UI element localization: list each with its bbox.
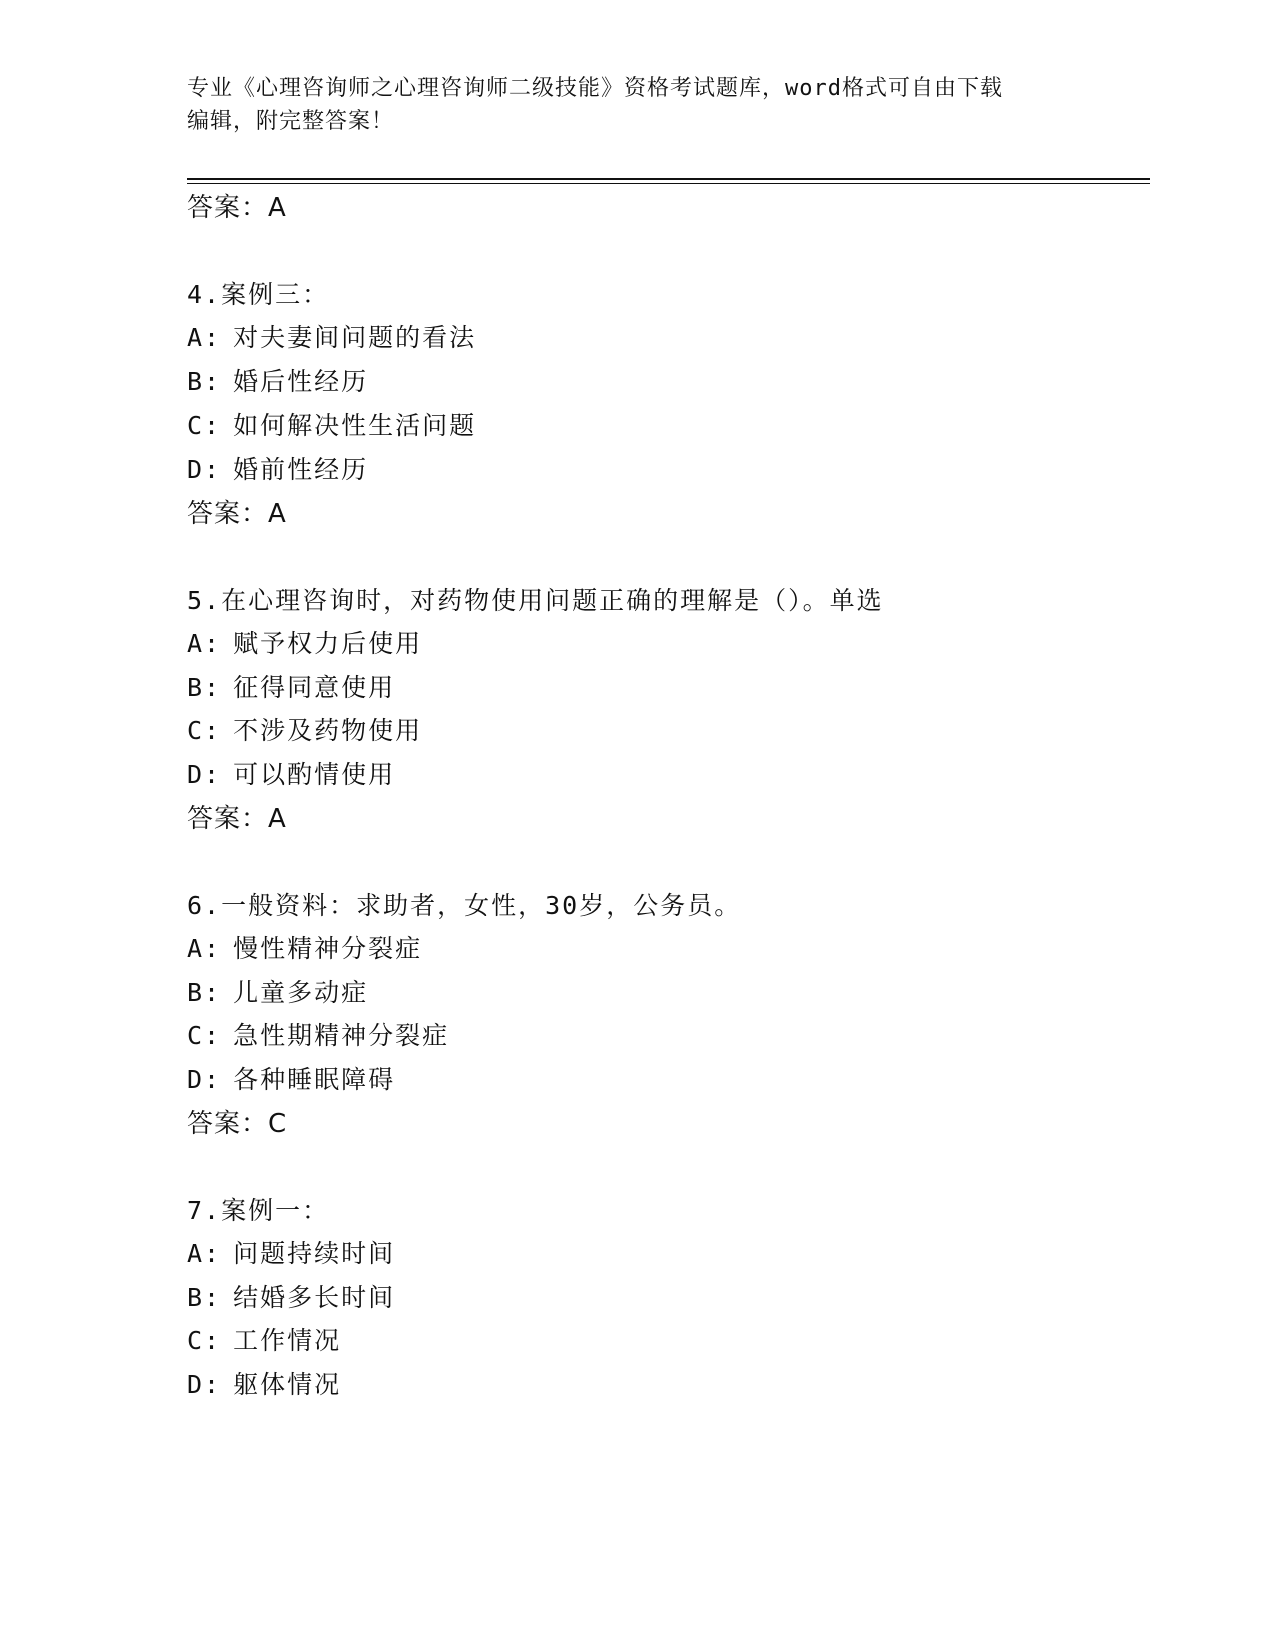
option-text: 不涉及药物使用 xyxy=(233,716,423,745)
answer-label: 答案： xyxy=(187,499,269,529)
option-b xyxy=(187,978,368,1008)
answer-value: C xyxy=(268,1109,288,1139)
option-key: C: xyxy=(187,411,222,440)
option-text: 如何解决性生活问题 xyxy=(233,411,477,440)
option-d xyxy=(187,760,395,790)
option-key: C: xyxy=(187,1021,222,1050)
option-key: B: xyxy=(187,1283,222,1312)
answer-line xyxy=(187,1109,287,1139)
option-text: 结婚多长时间 xyxy=(233,1283,396,1312)
question-stem: 4.案例三： xyxy=(187,280,330,309)
option-key: A: xyxy=(187,323,222,352)
option-d xyxy=(187,1065,395,1095)
header-rule-thick xyxy=(187,178,1150,180)
option-key: C: xyxy=(187,716,222,745)
option-b xyxy=(187,367,368,397)
option-text: 婚后性经历 xyxy=(233,367,369,396)
option-a xyxy=(187,934,422,964)
option-text: 赋予权力后使用 xyxy=(233,629,423,658)
option-text: 婚前性经历 xyxy=(233,455,369,484)
option-text: 对夫妻间问题的看法 xyxy=(233,323,477,352)
option-key: D: xyxy=(187,455,222,484)
answer-label: 答案： xyxy=(187,804,269,834)
option-text: 躯体情况 xyxy=(233,1370,342,1399)
option-key: B: xyxy=(187,673,222,702)
option-key: D: xyxy=(187,1065,222,1094)
question-stem: 5.在心理咨询时，对药物使用问题正确的理解是（）。单选 xyxy=(187,586,884,615)
option-c xyxy=(187,411,476,441)
option-text: 可以酌情使用 xyxy=(233,760,396,789)
header-line-2: 编辑，附完整答案！ xyxy=(187,109,395,134)
option-d xyxy=(187,1370,341,1400)
answer-label: 答案： xyxy=(187,1109,269,1139)
option-text: 工作情况 xyxy=(233,1326,342,1355)
answer-label: 答案： xyxy=(187,193,269,223)
option-text: 儿童多动症 xyxy=(233,978,369,1007)
option-c xyxy=(187,716,422,746)
option-key: D: xyxy=(187,760,222,789)
option-key: C: xyxy=(187,1326,222,1355)
answer-value: A xyxy=(268,499,287,529)
option-text: 各种睡眠障碍 xyxy=(233,1065,396,1094)
answer-value: A xyxy=(268,804,287,834)
option-c xyxy=(187,1021,449,1051)
header-rule-thin xyxy=(187,183,1150,184)
question-stem: 6.一般资料：求助者，女性，30岁，公务员。 xyxy=(187,891,742,920)
option-a xyxy=(187,323,476,353)
option-key: B: xyxy=(187,367,222,396)
option-a xyxy=(187,629,422,659)
option-text: 征得同意使用 xyxy=(233,673,396,702)
answer-line xyxy=(187,499,287,529)
option-text: 急性期精神分裂症 xyxy=(233,1021,450,1050)
option-b xyxy=(187,673,395,703)
answer-line xyxy=(187,193,287,223)
option-c xyxy=(187,1326,341,1356)
option-a xyxy=(187,1239,395,1269)
option-text: 慢性精神分裂症 xyxy=(233,934,423,963)
question-stem: 7.案例一： xyxy=(187,1196,330,1225)
option-text: 问题持续时间 xyxy=(233,1239,396,1268)
option-key: A: xyxy=(187,934,222,963)
option-key: B: xyxy=(187,978,222,1007)
option-key: D: xyxy=(187,1370,222,1399)
header-line-1: 专业《心理咨询师之心理咨询师二级技能》资格考试题库，word格式可自由下载 xyxy=(187,76,1003,101)
option-key: A: xyxy=(187,629,222,658)
option-b xyxy=(187,1283,395,1313)
answer-value: A xyxy=(268,193,287,223)
document-header xyxy=(187,72,1067,138)
option-key: A: xyxy=(187,1239,222,1268)
answer-line xyxy=(187,804,287,834)
option-d xyxy=(187,455,368,485)
